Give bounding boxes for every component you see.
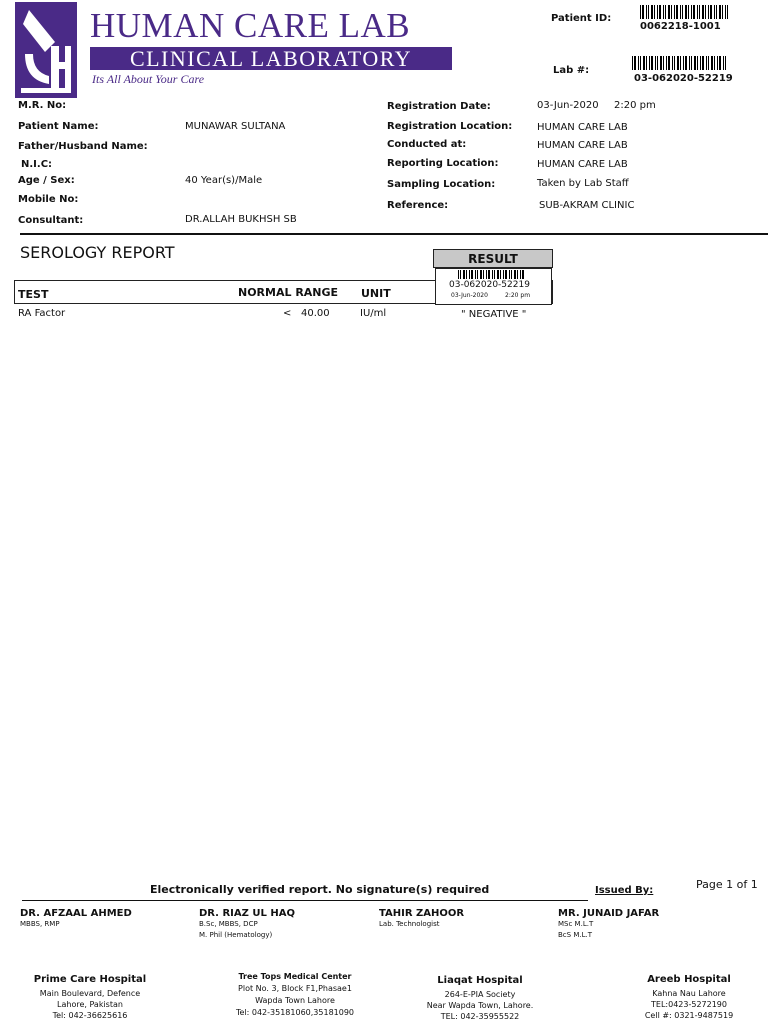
doctor-4-qual: MSc M.L.T	[558, 920, 594, 928]
doctor-1	[20, 908, 132, 930]
column-test: TEST	[18, 288, 49, 301]
column-normal-range: NORMAL RANGE	[238, 286, 339, 299]
registration-time-value: 2:20 pm	[614, 100, 656, 111]
lab-no-barcode	[632, 56, 728, 70]
doctor-2-qual: B.Sc, MBBS, DCP	[199, 920, 258, 928]
hospital-3-phone: TEL: 042-35955522	[440, 1012, 520, 1021]
guardian-label: Father/Husband Name:	[18, 141, 148, 152]
test-unit: IU/ml	[360, 308, 387, 319]
test-name: RA Factor	[18, 308, 66, 319]
hospital-1	[10, 974, 170, 1021]
sampling-location-label: Sampling Location:	[387, 179, 496, 190]
doctor-2	[199, 908, 295, 941]
hospital-4	[614, 974, 764, 1021]
hospital-4-cell: Cell #: 0321-9487519	[644, 1011, 734, 1020]
issued-by-label: Issued By:	[595, 885, 654, 896]
header-divider	[20, 233, 768, 235]
hospital-3-city: Near Wapda Town, Lahore.	[426, 1001, 534, 1010]
doctor-2-name: DR. RIAZ UL HAQ	[199, 908, 295, 919]
result-time: 2:20 pm	[505, 292, 531, 299]
hospital-2-name: Tree Tops Medical Center	[238, 972, 352, 981]
lab-no-value: 03-062020-52219	[634, 73, 733, 84]
verified-note: Electronically verified report. No signature(s) required	[150, 883, 490, 896]
lab-subtitle: CLINICAL LABORATORY	[90, 47, 452, 70]
hospital-1-address: Main Boulevard, Defence	[39, 989, 141, 998]
doctor-2-qual-2: M. Phil (Hematology)	[199, 931, 273, 939]
doctor-4	[558, 908, 659, 941]
reporting-location-value: HUMAN CARE LAB	[537, 159, 628, 170]
hospital-1-city: Lahore, Pakistan	[57, 1000, 123, 1009]
test-range-value: 40.00	[301, 308, 330, 319]
age-sex-value: 40 Year(s)/Male	[185, 175, 263, 186]
result-date: 03-Jun-2020	[451, 292, 488, 299]
hospital-1-phone: Tel: 042-36625616	[52, 1011, 128, 1020]
patient-id-value: 0062218-1001	[640, 21, 721, 32]
lab-name: HUMAN CARE LAB	[90, 6, 411, 45]
lab-tagline: Its All About Your Care	[92, 72, 205, 86]
mobile-label: Mobile No:	[18, 194, 79, 205]
mr-no-label: M.R. No:	[18, 100, 67, 111]
lab-logo	[15, 2, 77, 98]
conducted-at-label: Conducted at:	[387, 139, 467, 150]
doctor-1-name: DR. AFZAAL AHMED	[20, 908, 132, 919]
page-number: Page 1 of 1	[696, 878, 758, 891]
reference-label: Reference:	[387, 200, 449, 211]
sampling-location-value: Taken by Lab Staff	[537, 178, 629, 189]
doctor-3-name: TAHIR ZAHOOR	[379, 908, 465, 919]
result-lab-no: 03-062020-52219	[449, 280, 530, 290]
hospital-3	[400, 975, 560, 1022]
hospital-4-phone: TEL:0423-5272190	[651, 1000, 727, 1009]
lab-no-label: Lab #:	[553, 65, 590, 76]
report-title: SEROLOGY REPORT	[20, 243, 175, 262]
conducted-at-value: HUMAN CARE LAB	[537, 140, 628, 151]
age-sex-label: Age / Sex:	[18, 175, 75, 186]
registration-date-label: Registration Date:	[387, 101, 491, 112]
nic-label: N.I.C:	[21, 159, 53, 170]
result-barcode	[458, 270, 524, 279]
hospital-2-phone: Tel: 042-35181060,35181090	[235, 1008, 355, 1017]
microscope-logo-icon	[15, 2, 77, 98]
reference-value: SUB-AKRAM CLINIC	[539, 200, 635, 211]
hospital-4-name: Areeb Hospital	[647, 974, 731, 985]
hospital-3-address: 264-E-PIA Society	[444, 990, 516, 999]
registration-location-value: HUMAN CARE LAB	[537, 122, 628, 133]
doctor-4-qual-2: BcS M.L.T	[558, 931, 592, 939]
patient-id-label: Patient ID:	[551, 13, 612, 24]
hospital-2	[215, 972, 375, 1018]
hospital-2-address: Plot No. 3, Block F1,Phasae1	[238, 984, 352, 993]
column-unit: UNIT	[361, 287, 391, 300]
doctor-1-qual: MBBS, RMP	[20, 920, 60, 928]
reporting-location-label: Reporting Location:	[387, 158, 499, 169]
patient-name-label: Patient Name:	[18, 121, 99, 132]
registration-location-label: Registration Location:	[387, 121, 513, 132]
test-result: " NEGATIVE "	[461, 309, 527, 320]
consultant-label: Consultant:	[18, 215, 84, 226]
hospital-1-name: Prime Care Hospital	[33, 974, 147, 985]
doctor-3	[379, 908, 464, 930]
doctor-3-qual: Lab. Technologist	[379, 920, 440, 928]
patient-name-value: MUNAWAR SULTANA	[185, 121, 286, 132]
result-column-header: RESULT	[433, 249, 553, 268]
consultant-value: DR.ALLAH BUKHSH SB	[185, 214, 297, 225]
hospital-3-name: Liaqat Hospital	[437, 975, 523, 986]
doctor-4-name: MR. JUNAID JAFAR	[558, 908, 660, 919]
hospital-4-address: Kahna Nau Lahore	[652, 989, 726, 998]
footer-divider	[22, 900, 588, 901]
patient-id-barcode	[640, 5, 728, 19]
test-range-operator: <	[283, 308, 292, 319]
hospital-2-city: Wapda Town Lahore	[255, 996, 335, 1005]
registration-date-value: 03-Jun-2020	[537, 100, 599, 111]
